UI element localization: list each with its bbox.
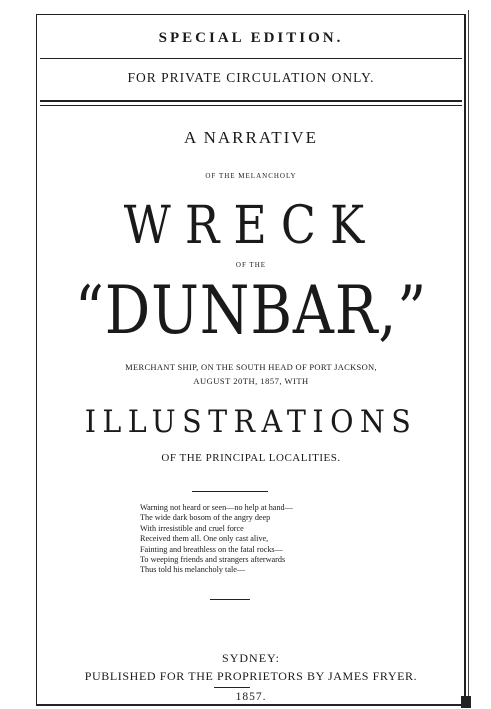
border-top — [36, 14, 466, 15]
description-line-2: AUGUST 20TH, 1857, WITH — [193, 376, 309, 386]
year-rule — [214, 687, 250, 688]
city-line: SYDNEY: — [222, 651, 280, 665]
lower-rule — [210, 599, 250, 600]
poem-line: Warning not heard or seen—no help at hand— — [140, 503, 293, 512]
description-line-1: MERCHANT SHIP, ON THE SOUTH HEAD OF PORT JACKSON, — [125, 362, 377, 372]
double-rule-bottom — [40, 105, 462, 106]
border-right-outer — [468, 10, 469, 707]
poem-line: To weeping friends and strangers afterwards — [140, 555, 286, 565]
ship-name-heading: “DUNBAR,” — [74, 272, 428, 349]
poem-block — [140, 503, 400, 576]
edition-heading: SPECIAL EDITION. — [158, 30, 344, 46]
double-rule-top — [40, 100, 462, 102]
border-right — [464, 14, 466, 704]
divider-rule — [40, 58, 462, 59]
border-left — [36, 14, 37, 704]
illustrations-heading: ILLUSTRATIONS — [84, 404, 418, 440]
melancholy-subheading: OF THE MELANCHOLY — [205, 172, 297, 180]
poem-line: Fainting and breathless on the fatal rocks— — [140, 544, 283, 554]
localities-subheading: OF THE PRINCIPAL LOCALITIES. — [161, 452, 341, 464]
poem-line: Received them all. One only cast alive, — [140, 534, 269, 544]
poem-line: The wide dark bosom of the angry deep — [140, 513, 271, 523]
publisher-line: PUBLISHED FOR THE PROPRIETORS BY JAMES FRYER. — [84, 669, 418, 683]
border-bottom — [36, 704, 466, 706]
year-line: 1857. — [235, 691, 267, 703]
poem-line: Thus told his melancholy tale— — [140, 565, 246, 575]
circulation-notice: FOR PRIVATE CIRCULATION ONLY. — [127, 70, 375, 85]
poem-rule — [192, 491, 268, 492]
of-the-subheading: OF THE — [235, 261, 267, 269]
wreck-heading: WRECK — [123, 196, 379, 256]
corner-mark — [461, 696, 471, 708]
narrative-heading: A NARRATIVE — [184, 128, 318, 147]
poem-line: With irresistible and cruel force — [140, 523, 244, 533]
